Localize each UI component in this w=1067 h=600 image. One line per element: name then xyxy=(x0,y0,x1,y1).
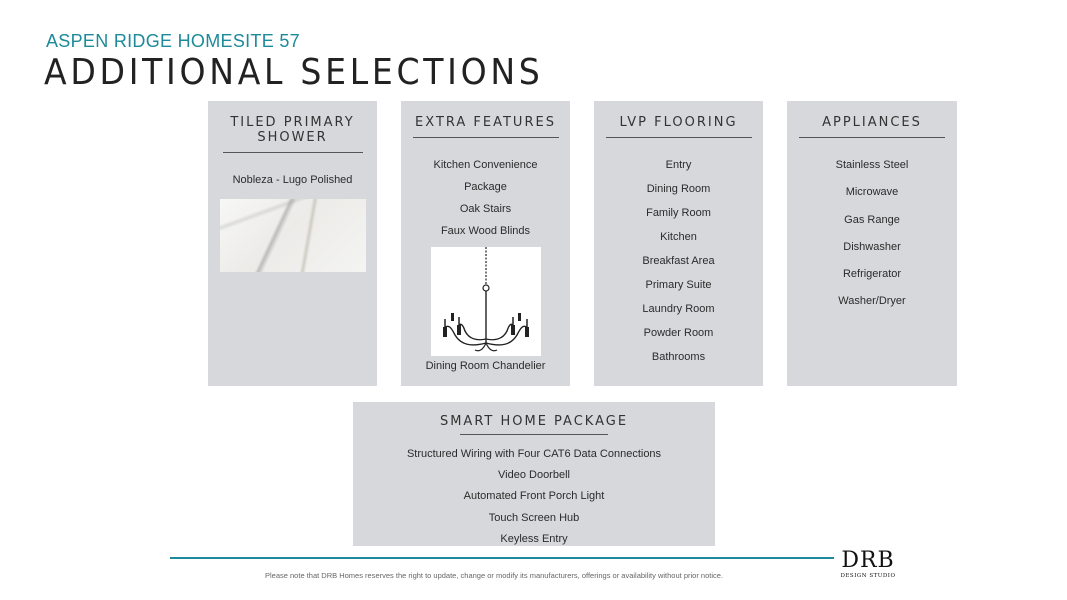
card-extra-features xyxy=(401,101,570,386)
selection-list xyxy=(787,159,957,323)
heading-divider xyxy=(460,434,608,435)
chandelier-caption: Dining Room Chandelier xyxy=(425,360,546,372)
card-heading: TILED PRIMARY SHOWER xyxy=(230,115,355,145)
list-item: Stainless Steel xyxy=(835,159,909,171)
drb-design-studio-logo xyxy=(840,550,896,582)
selection-list xyxy=(594,159,763,375)
heading-divider xyxy=(413,137,559,138)
card-lvp-flooring xyxy=(594,101,763,386)
card-tiled-primary-shower xyxy=(208,101,377,386)
selection-list xyxy=(401,159,570,247)
chandelier-image xyxy=(431,247,541,356)
list-item: Dining Room xyxy=(646,183,711,195)
disclaimer-note: Please note that DRB Homes reserves the right to update, change or modify its manufacturers, offerings or availability without prior notice. xyxy=(265,571,724,580)
list-item: Kitchen xyxy=(660,231,697,243)
list-item: Gas Range xyxy=(844,213,900,226)
list-item: Bathrooms xyxy=(651,351,706,363)
card-heading: EXTRA FEATURES xyxy=(415,115,556,130)
list-item: Nobleza - Lugo Polished xyxy=(232,174,353,186)
card-heading: APPLIANCES xyxy=(822,115,922,130)
list-item: Powder Room xyxy=(643,327,714,339)
card-heading: SMART HOME PACKAGE xyxy=(439,414,629,429)
heading-divider xyxy=(606,137,752,138)
list-item: Video Doorbell xyxy=(498,469,570,482)
list-item: Refrigerator xyxy=(842,268,902,281)
list-item: Package xyxy=(464,181,507,193)
logo-text: DRB xyxy=(841,548,895,573)
list-item: Keyless Entry xyxy=(500,532,568,545)
marble-tile-swatch xyxy=(220,199,366,272)
homesite-subtitle: ASPEN RIDGE HOMESITE 57 xyxy=(46,31,300,51)
list-item: Entry xyxy=(665,159,692,171)
list-item: Breakfast Area xyxy=(642,255,715,267)
card-appliances xyxy=(787,101,957,386)
page-title: ADDITIONAL SELECTIONS xyxy=(44,52,544,93)
list-item: Microwave xyxy=(845,186,899,199)
list-item: Touch Screen Hub xyxy=(488,511,580,524)
footer-divider xyxy=(170,557,834,559)
list-item: Washer/Dryer xyxy=(838,295,906,308)
list-item: Laundry Room xyxy=(642,303,715,315)
logo-subtext: DESIGN STUDIO xyxy=(840,573,896,579)
list-item: Family Room xyxy=(646,207,711,219)
card-heading: LVP FLOORING xyxy=(619,115,738,130)
list-item: Primary Suite xyxy=(645,279,712,291)
heading-divider xyxy=(799,137,945,138)
selection-list xyxy=(208,174,377,186)
chandelier-icon xyxy=(431,247,541,356)
card-smart-home-package xyxy=(353,402,715,546)
list-item: Oak Stairs xyxy=(459,203,512,215)
list-item: Automated Front Porch Light xyxy=(463,490,605,503)
list-item: Faux Wood Blinds xyxy=(440,225,531,237)
list-item: Structured Wiring with Four CAT6 Data Connections xyxy=(406,448,662,460)
list-item: Kitchen Convenience xyxy=(433,159,538,171)
selection-list xyxy=(353,448,715,554)
heading-divider xyxy=(223,152,363,153)
list-item: Dishwasher xyxy=(843,240,901,253)
